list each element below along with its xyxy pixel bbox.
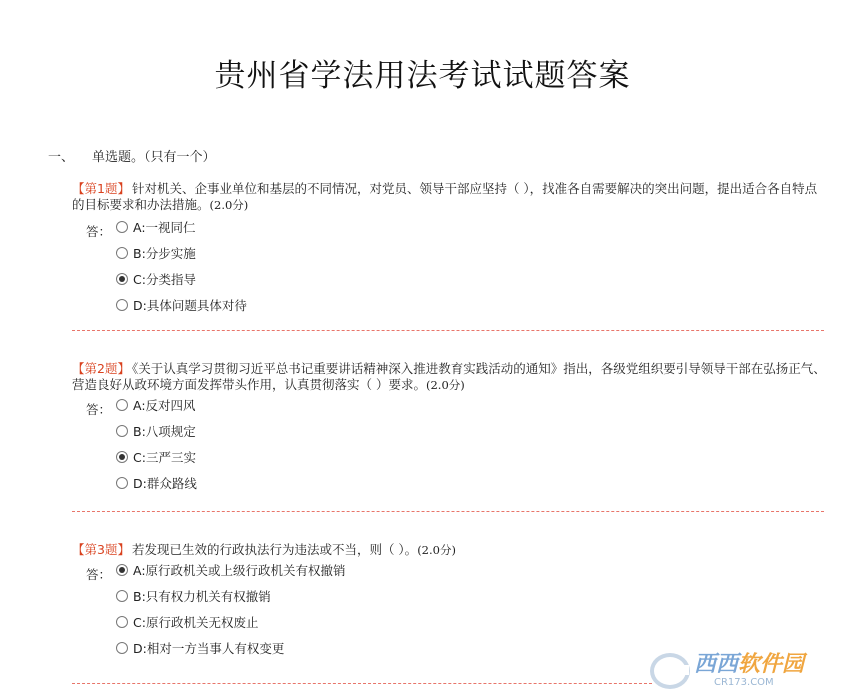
question-3-label: 【第3题】 (72, 542, 130, 557)
question-3-body: 若发现已生效的行政执法行为违法或不当，则（ ）。 (131, 542, 418, 557)
radio-icon[interactable] (116, 642, 128, 654)
question-3-score: (2.0分) (417, 543, 456, 557)
question-3 (72, 542, 827, 666)
option-label: A:反对四风 (133, 398, 196, 413)
question-1-body: 针对机关、企事业单位和基层的不同情况，对党员、领导干部应坚持（ ），找准各自需要解决的突出问题，提出适合各自特点的目标要求和办法措施。 (72, 181, 818, 212)
watermark-c-icon (650, 653, 690, 689)
question-1-option-b[interactable] (72, 245, 827, 271)
section-heading-text: 单选题。（只有一个） (92, 150, 216, 165)
watermark-sub: CR173.COM (714, 677, 774, 688)
question-1-option-d[interactable] (72, 297, 827, 323)
option-label: A:一视同仁 (133, 220, 196, 235)
radio-icon[interactable] (116, 299, 128, 311)
option-label: C:分类指导 (133, 272, 196, 287)
radio-checked-icon[interactable] (116, 451, 128, 463)
radio-icon[interactable] (116, 247, 128, 259)
question-2-option-a[interactable] (72, 397, 827, 423)
question-1-label: 【第1题】 (72, 181, 130, 196)
question-1-score: (2.0分) (209, 198, 249, 212)
radio-checked-icon[interactable] (116, 564, 128, 576)
answer-prefix: 答： (86, 402, 112, 417)
question-3-option-a[interactable] (72, 562, 827, 588)
question-3-option-b[interactable] (72, 588, 827, 614)
option-label: A:原行政机关或上级行政机关有权撤销 (133, 563, 346, 578)
divider (72, 511, 824, 512)
section-heading (48, 146, 216, 165)
section-number: 一、 (48, 150, 75, 165)
watermark-text-a: 西西 (694, 652, 739, 677)
radio-icon[interactable] (116, 425, 128, 437)
question-1-option-c[interactable] (72, 271, 827, 297)
watermark-text-b: 软件园 (738, 652, 805, 677)
question-3-option-c[interactable] (72, 614, 827, 640)
question-1-option-a[interactable] (72, 219, 827, 245)
radio-icon[interactable] (116, 616, 128, 628)
divider (72, 683, 652, 684)
option-label: C:三严三实 (133, 450, 196, 465)
page-title: 贵州省学法用法考试试题答案 (214, 58, 631, 94)
question-1 (72, 181, 827, 323)
question-2-option-d[interactable] (72, 475, 827, 501)
option-label: B:只有权力机关有权撤销 (133, 589, 271, 604)
question-2 (72, 361, 827, 501)
question-2-score: (2.0分) (425, 378, 465, 392)
radio-icon[interactable] (116, 221, 128, 233)
question-2-text (72, 361, 827, 393)
option-label: C:原行政机关无权废止 (133, 615, 259, 630)
watermark-logo (650, 651, 835, 691)
option-label: D:相对一方当事人有权变更 (133, 641, 285, 656)
answer-prefix: 答： (86, 567, 112, 582)
question-1-text (72, 181, 827, 213)
option-label: D:具体问题具体对待 (133, 298, 247, 313)
divider (72, 330, 824, 331)
question-2-option-b[interactable] (72, 423, 827, 449)
answer-prefix: 答： (86, 224, 112, 239)
question-2-option-c[interactable] (72, 449, 827, 475)
radio-icon[interactable] (116, 399, 128, 411)
radio-checked-icon[interactable] (116, 273, 128, 285)
radio-icon[interactable] (116, 477, 128, 489)
question-3-text (72, 542, 827, 558)
option-label: B:分步实施 (133, 246, 196, 261)
option-label: D:群众路线 (133, 476, 197, 491)
option-label: B:八项规定 (133, 424, 196, 439)
question-2-body: 《关于认真学习贯彻习近平总书记重要讲话精神深入推进教育实践活动的通知》指出，各级党组织要引导领导干部在弘扬正气、营造良好从政环境方面发挥带头作用，认真贯彻落实（ ）要求。 (72, 361, 826, 392)
radio-icon[interactable] (116, 590, 128, 602)
question-2-label: 【第2题】 (72, 361, 130, 376)
